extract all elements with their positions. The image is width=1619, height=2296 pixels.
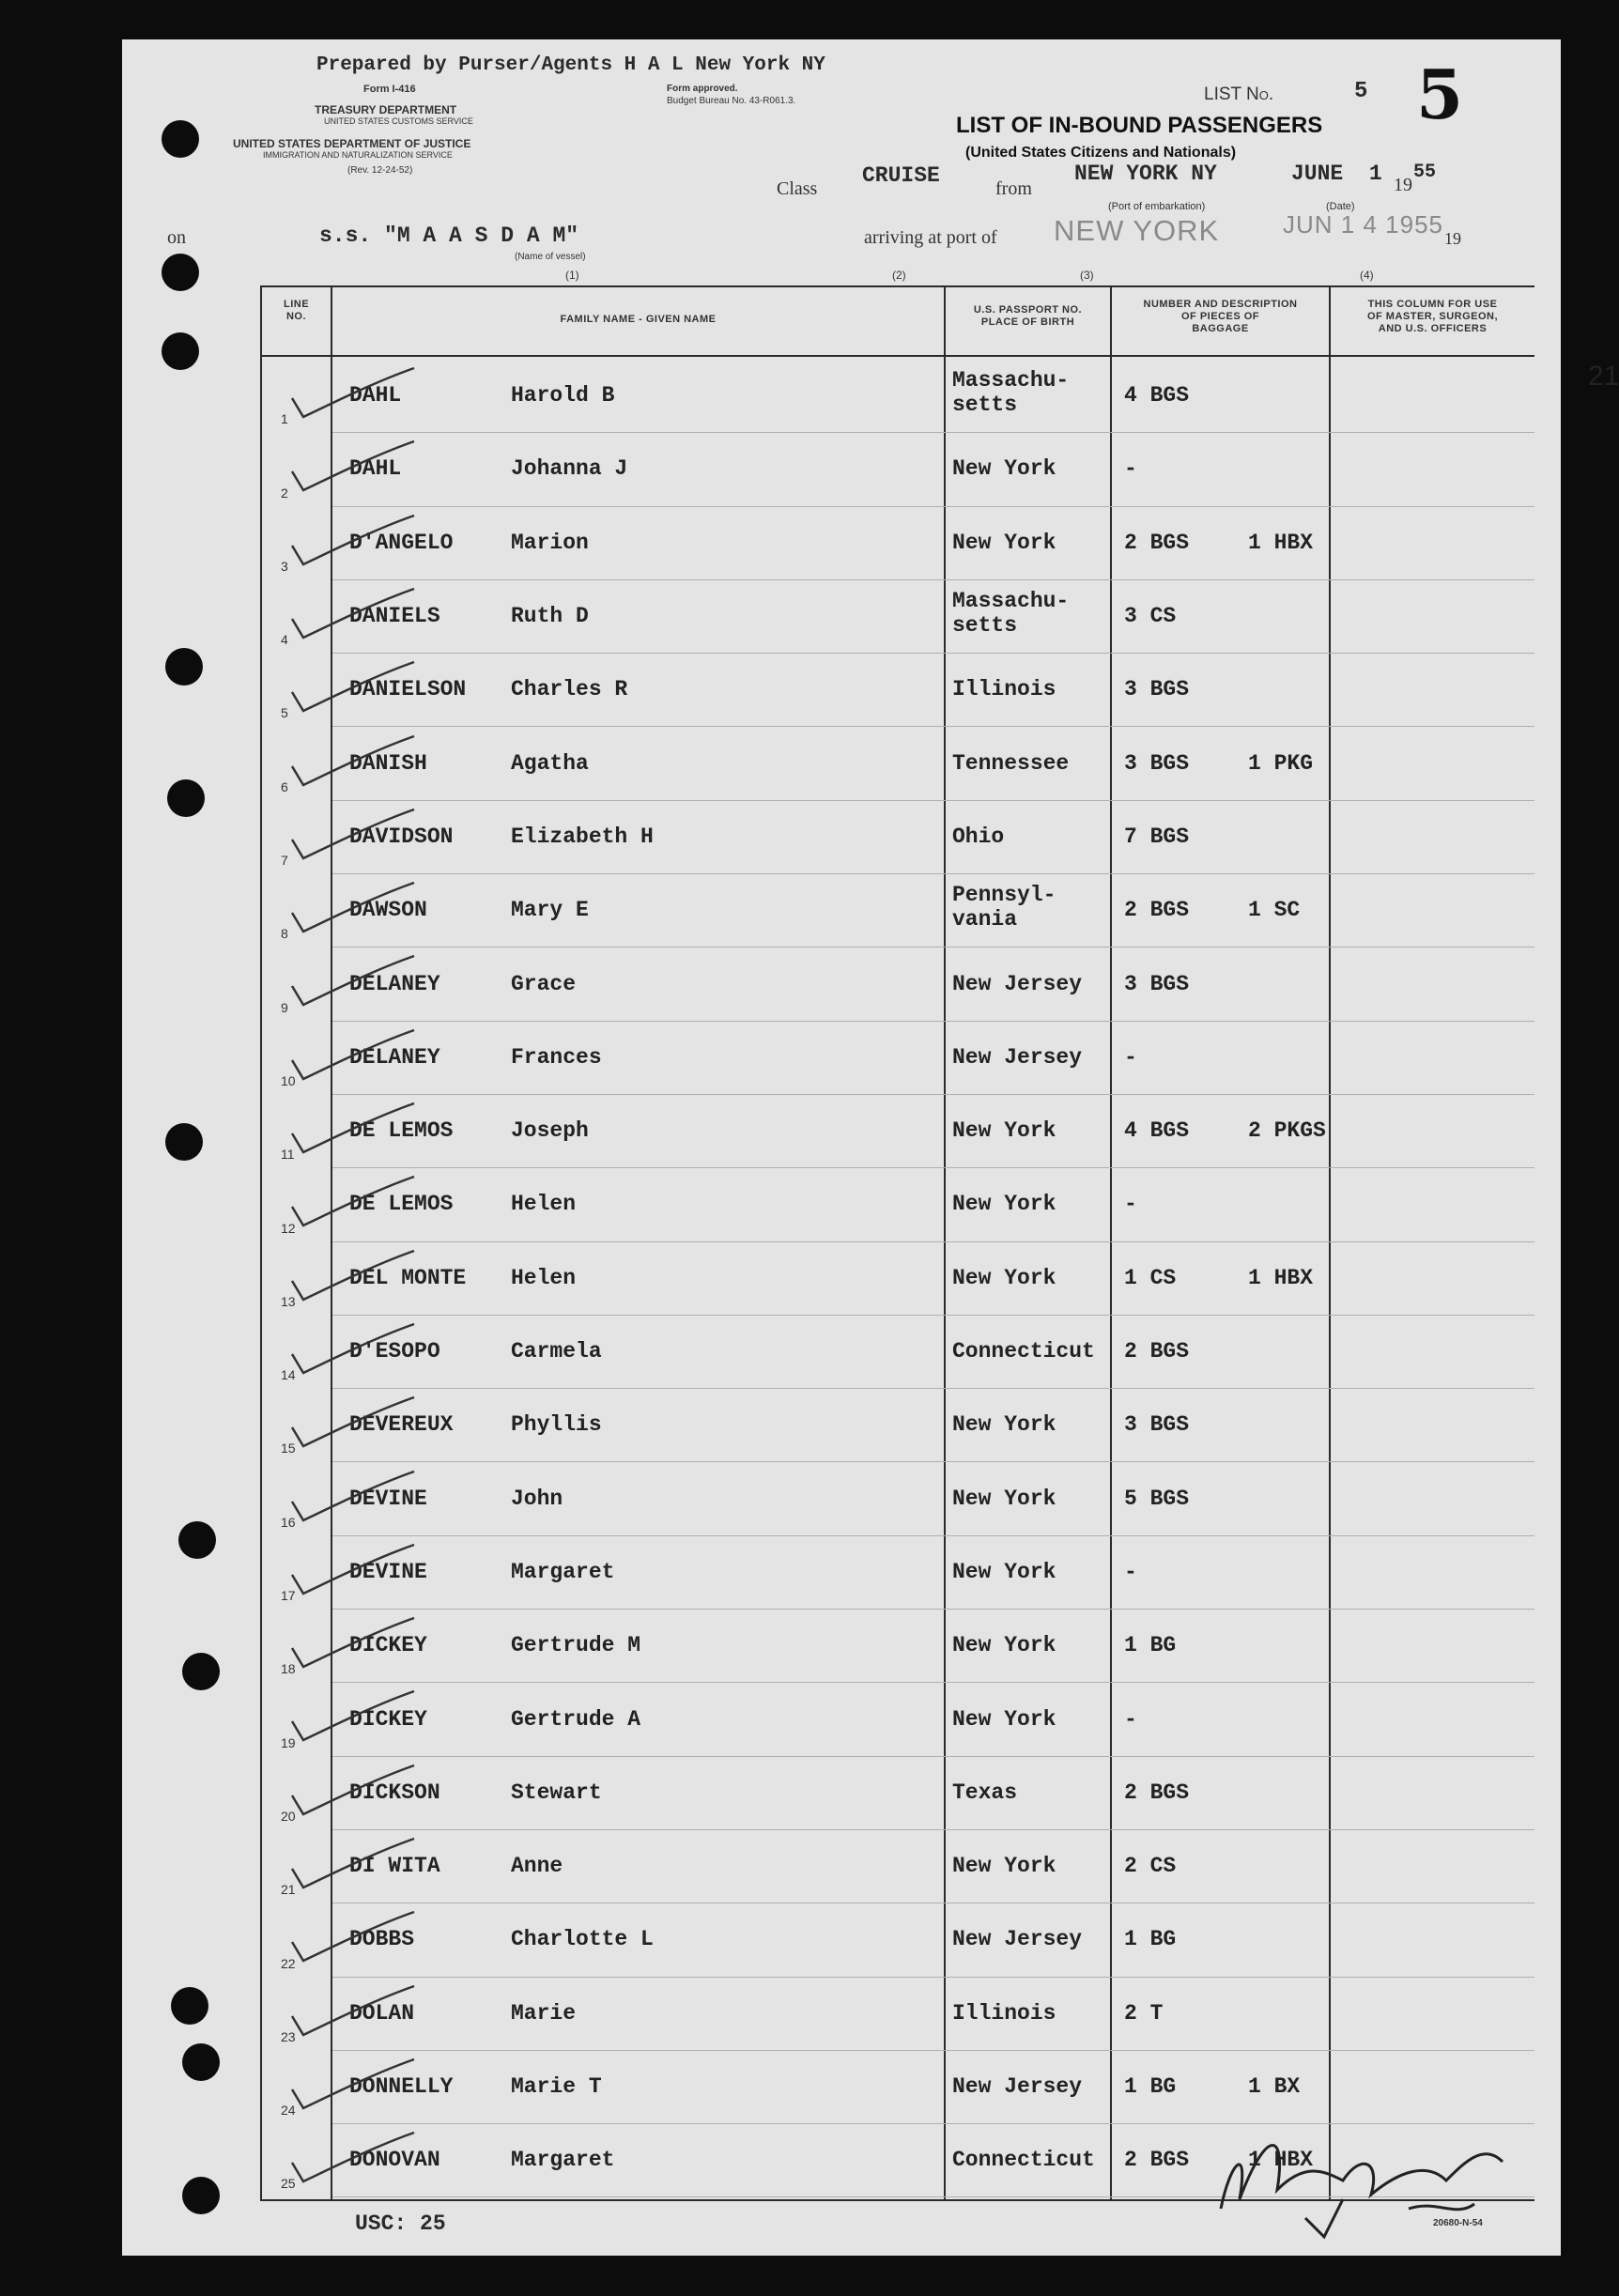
- given-name: Helen: [511, 1265, 577, 1290]
- on-label: on: [167, 227, 186, 248]
- officer-note: 21: [1588, 361, 1619, 392]
- binder-hole: [182, 2177, 220, 2214]
- line-number: 17: [281, 1588, 296, 1604]
- line-number: 3: [281, 558, 288, 574]
- place-of-birth: New York: [952, 1486, 1056, 1511]
- class-value: CRUISE: [862, 163, 940, 188]
- check-mark: [283, 510, 424, 576]
- binder-hole: [182, 2043, 220, 2081]
- baggage-primary: 2 BGS: [1124, 530, 1190, 555]
- baggage-primary: 3 BGS: [1124, 971, 1190, 996]
- binder-hole: [182, 1653, 220, 1690]
- table-row: [262, 1167, 1534, 1240]
- line-number: 16: [281, 1514, 296, 1530]
- col-header-baggage: NUMBER AND DESCRIPTION OF PIECES OF BAGGAGE: [1143, 299, 1298, 334]
- baggage-secondary: 1 HBX: [1248, 1265, 1314, 1290]
- given-name: Charles R: [511, 677, 628, 702]
- check-mark: [283, 1025, 424, 1090]
- given-name: Helen: [511, 1192, 577, 1217]
- revision-label: (Rev. 12-24-52): [347, 165, 413, 176]
- given-name: Marion: [511, 530, 589, 555]
- table-row: [262, 1021, 1534, 1094]
- line-number: 21: [281, 1882, 296, 1898]
- line-number: 23: [281, 2028, 296, 2044]
- check-mark: [283, 1466, 424, 1532]
- binder-hole: [171, 1987, 208, 2025]
- given-name: Agatha: [511, 750, 589, 776]
- vessel-name: s.s. "M A A S D A M": [319, 223, 579, 248]
- form-approved: Form approved.: [667, 84, 738, 94]
- line-number: 10: [281, 1072, 296, 1088]
- check-mark: [283, 1318, 424, 1384]
- check-mark: [283, 731, 424, 796]
- baggage-primary: 2 BGS: [1124, 1780, 1190, 1805]
- baggage-secondary: 1 PKG: [1248, 750, 1314, 776]
- check-mark: [283, 656, 424, 722]
- line-number: 13: [281, 1293, 296, 1309]
- arriving-label: arriving at port of: [864, 227, 997, 248]
- col-num-3: (3): [1080, 269, 1094, 282]
- line-number: 11: [281, 1147, 295, 1163]
- check-mark: [283, 2054, 424, 2119]
- col-num-1: (1): [565, 269, 579, 282]
- given-name: Stewart: [511, 1780, 602, 1805]
- given-name: Elizabeth H: [511, 824, 654, 849]
- list-no-label: LIST No.: [1204, 85, 1274, 104]
- line-number: 5: [281, 705, 288, 721]
- table-row: [262, 873, 1534, 947]
- immigration-label: IMMIGRATION AND NATURALIZATION SERVICE: [263, 150, 453, 160]
- baggage-primary: 1 BG: [1124, 1633, 1177, 1658]
- family-name: D'ANGELO: [349, 530, 454, 555]
- family-name: DAWSON: [349, 898, 427, 923]
- given-name: Grace: [511, 971, 577, 996]
- check-mark: [283, 362, 424, 428]
- given-name: John: [511, 1486, 563, 1511]
- given-name: Anne: [511, 1854, 563, 1879]
- vessel-caption: (Name of vessel): [515, 252, 586, 262]
- document-subtitle: (United States Citizens and Nationals): [965, 145, 1237, 161]
- place-of-birth: Ohio: [952, 824, 1005, 849]
- table-row: [262, 359, 1619, 432]
- table-row: [262, 800, 1534, 873]
- check-mark: [283, 1392, 424, 1457]
- given-name: Carmela: [511, 1339, 602, 1364]
- check-mark: [283, 950, 424, 1016]
- baggage-secondary: 1 HBX: [1248, 2148, 1314, 2173]
- family-name: DELANEY: [349, 1044, 440, 1070]
- table-row: [262, 653, 1534, 726]
- given-name: Harold B: [511, 383, 615, 408]
- place-of-birth: Massachu- setts: [952, 588, 1070, 638]
- baggage-primary: 1 BG: [1124, 2074, 1177, 2100]
- baggage-primary: 7 BGS: [1124, 824, 1190, 849]
- binder-hole: [178, 1521, 216, 1559]
- justice-label: UNITED STATES DEPARTMENT OF JUSTICE: [233, 137, 471, 150]
- check-mark: [283, 2127, 424, 2193]
- check-mark: [283, 1906, 424, 1972]
- family-name: DEL MONTE: [349, 1265, 467, 1290]
- family-name: DOBBS: [349, 1927, 415, 1952]
- family-name: DICKEY: [349, 1633, 427, 1658]
- baggage-primary: 5 BGS: [1124, 1486, 1190, 1511]
- line-number: 25: [281, 2176, 296, 2192]
- from-label: from: [995, 178, 1032, 199]
- place-of-birth: New Jersey: [952, 1927, 1083, 1952]
- baggage-primary: -: [1124, 456, 1137, 482]
- col-header-officers: THIS COLUMN FOR USE OF MASTER, SURGEON, AND U.S. OFFICERS: [1366, 299, 1499, 334]
- baggage-primary: 3 BGS: [1124, 750, 1190, 776]
- year-value: 55: [1413, 162, 1437, 183]
- given-name: Margaret: [511, 2148, 615, 2173]
- document-title: LIST OF IN-BOUND PASSENGERS: [956, 113, 1323, 138]
- customs-label: UNITED STATES CUSTOMS SERVICE: [324, 116, 473, 126]
- baggage-primary: -: [1124, 1559, 1137, 1584]
- check-mark: [283, 436, 424, 501]
- passenger-table: [260, 285, 1619, 2201]
- table-row: [262, 1829, 1534, 1903]
- place-of-birth: New York: [952, 1412, 1056, 1438]
- baggage-primary: 3 BGS: [1124, 677, 1190, 702]
- check-mark: [283, 1245, 424, 1311]
- table-row: [262, 1682, 1534, 1755]
- line-number: 24: [281, 2103, 296, 2119]
- table-row: [262, 1977, 1534, 2050]
- family-name: DAHL: [349, 456, 402, 482]
- arrival-port-stamp: NEW YORK: [1054, 214, 1220, 247]
- arrival-date-stamp: JUN 1 4 1955: [1283, 210, 1443, 239]
- check-mark: [283, 583, 424, 649]
- table-row: [262, 1535, 1534, 1609]
- line-number: 2: [281, 485, 288, 501]
- list-no-value: 5: [1354, 79, 1368, 104]
- place-of-birth: New Jersey: [952, 2074, 1083, 2100]
- given-name: Phyllis: [511, 1412, 602, 1438]
- family-name: DELANEY: [349, 971, 440, 996]
- place-of-birth: Connecticut: [952, 2148, 1095, 2173]
- check-mark: [283, 804, 424, 870]
- table-row: [262, 432, 1534, 505]
- table-row: [262, 1756, 1534, 1829]
- class-label: Class: [777, 178, 818, 199]
- port-embark-caption: (Port of embarkation): [1108, 201, 1206, 212]
- check-mark: [283, 1686, 424, 1751]
- place-of-birth: New York: [952, 1559, 1056, 1584]
- check-mark: [283, 1098, 424, 1163]
- line-number: 18: [281, 1661, 296, 1677]
- given-name: Marie T: [511, 2074, 602, 2100]
- family-name: DANIELSON: [349, 677, 467, 702]
- family-name: D'ESOPO: [349, 1339, 440, 1364]
- line-number: 8: [281, 926, 288, 942]
- col-header-passport: U.S. PASSPORT NO. PLACE OF BIRTH: [973, 304, 1083, 328]
- arrival-year-prefix: 19: [1444, 229, 1461, 248]
- given-name: Ruth D: [511, 604, 589, 629]
- line-number: 19: [281, 1734, 296, 1750]
- place-of-birth: New York: [952, 1854, 1056, 1879]
- table-row: [262, 506, 1534, 579]
- line-number: 4: [281, 632, 288, 648]
- place-of-birth: New York: [952, 456, 1056, 482]
- table-row: [262, 727, 1534, 800]
- check-mark: [283, 877, 424, 943]
- family-name: DI WITA: [349, 1854, 440, 1879]
- check-mark: [283, 1833, 424, 1899]
- place-of-birth: Texas: [952, 1780, 1018, 1805]
- place-of-birth: New York: [952, 1118, 1056, 1144]
- table-row: [262, 947, 1534, 1020]
- table-row: [262, 1609, 1534, 1682]
- check-mark: [283, 1171, 424, 1237]
- check-mark: [283, 1980, 424, 2046]
- line-number: 12: [281, 1220, 296, 1236]
- family-name: DICKSON: [349, 1780, 440, 1805]
- date-caption: (Date): [1326, 201, 1355, 212]
- place-of-birth: New York: [952, 1706, 1056, 1732]
- year-prefix: 19: [1394, 175, 1412, 195]
- table-row: [262, 1388, 1534, 1461]
- baggage-secondary: 2 PKGS: [1248, 1118, 1326, 1144]
- place-of-birth: Connecticut: [952, 1339, 1095, 1364]
- baggage-secondary: 1 SC: [1248, 898, 1301, 923]
- baggage-primary: 2 BGS: [1124, 2148, 1190, 2173]
- family-name: DICKEY: [349, 1706, 427, 1732]
- family-name: DANISH: [349, 750, 427, 776]
- binder-hole: [162, 332, 199, 370]
- baggage-primary: 4 BGS: [1124, 1118, 1190, 1144]
- baggage-primary: 2 CS: [1124, 1854, 1177, 1879]
- baggage-primary: -: [1124, 1706, 1137, 1732]
- col-num-4: (4): [1360, 269, 1374, 282]
- given-name: Frances: [511, 1044, 602, 1070]
- table-row: [262, 1903, 1534, 1976]
- budget-bureau: Budget Bureau No. 43-R061.3.: [667, 96, 796, 106]
- given-name: Gertrude M: [511, 1633, 641, 1658]
- place-of-birth: Illinois: [952, 677, 1056, 702]
- line-number: 15: [281, 1441, 296, 1456]
- from-value: NEW YORK NY: [1074, 162, 1217, 186]
- check-mark: [283, 1539, 424, 1605]
- check-mark: [283, 1612, 424, 1678]
- treasury-label: TREASURY DEPARTMENT: [315, 103, 457, 116]
- check-mark: [283, 1760, 424, 1826]
- line-number: 22: [281, 1955, 296, 1971]
- family-name: DEVINE: [349, 1559, 427, 1584]
- given-name: Mary E: [511, 898, 589, 923]
- baggage-primary: 1 BG: [1124, 1927, 1177, 1952]
- list-no-large: 5: [1416, 54, 1464, 134]
- table-row: [262, 579, 1534, 653]
- prepared-by: Prepared by Purser/Agents H A L New York NY: [316, 54, 825, 76]
- given-name: Margaret: [511, 1559, 615, 1584]
- baggage-primary: 2 T: [1124, 2000, 1164, 2026]
- line-number: 1: [281, 411, 288, 427]
- line-number: 20: [281, 1808, 296, 1824]
- given-name: Joseph: [511, 1118, 589, 1144]
- place-of-birth: Illinois: [952, 2000, 1056, 2026]
- family-name: DONOVAN: [349, 2148, 440, 2173]
- signature: [1193, 2105, 1540, 2246]
- place-of-birth: New Jersey: [952, 971, 1083, 996]
- binder-hole: [162, 120, 199, 158]
- family-name: DONNELLY: [349, 2074, 454, 2100]
- baggage-secondary: 1 HBX: [1248, 530, 1314, 555]
- given-name: Charlotte L: [511, 1927, 654, 1952]
- table-row: [262, 1315, 1534, 1388]
- given-name: Johanna J: [511, 456, 628, 482]
- baggage-primary: -: [1124, 1044, 1137, 1070]
- binder-hole: [165, 1123, 203, 1161]
- family-name: DAHL: [349, 383, 402, 408]
- baggage-primary: 2 BGS: [1124, 898, 1190, 923]
- family-name: DAVIDSON: [349, 824, 454, 849]
- place-of-birth: Tennessee: [952, 750, 1070, 776]
- line-number: 14: [281, 1367, 296, 1383]
- place-of-birth: Massachu- setts: [952, 368, 1070, 417]
- binder-hole: [165, 648, 203, 686]
- binder-hole: [162, 254, 199, 291]
- form-footer: 20680-N-54: [1433, 2218, 1483, 2228]
- baggage-primary: 1 CS: [1124, 1265, 1177, 1290]
- family-name: DE LEMOS: [349, 1118, 454, 1144]
- baggage-primary: 4 BGS: [1124, 383, 1190, 408]
- usc-count: USC: 25: [355, 2211, 446, 2236]
- line-number: 9: [281, 999, 288, 1015]
- baggage-primary: 3 CS: [1124, 604, 1177, 629]
- col-num-2: (2): [892, 269, 906, 282]
- family-name: DEVINE: [349, 1486, 427, 1511]
- place-of-birth: New York: [952, 1633, 1056, 1658]
- baggage-primary: 2 BGS: [1124, 1339, 1190, 1364]
- given-name: Gertrude A: [511, 1706, 641, 1732]
- binder-hole: [167, 779, 205, 817]
- table-row: [262, 1462, 1534, 1535]
- date-value: JUNE 1: [1291, 162, 1382, 186]
- family-name: DOLAN: [349, 2000, 415, 2026]
- table-row: [262, 1094, 1534, 1167]
- place-of-birth: New York: [952, 1192, 1056, 1217]
- baggage-primary: -: [1124, 1192, 1137, 1217]
- baggage-secondary: 1 BX: [1248, 2074, 1301, 2100]
- family-name: DE LEMOS: [349, 1192, 454, 1217]
- col-header-line-no: LINE NO.: [283, 299, 310, 322]
- line-number: 7: [281, 853, 288, 869]
- place-of-birth: New Jersey: [952, 1044, 1083, 1070]
- family-name: DANIELS: [349, 604, 440, 629]
- baggage-primary: 3 BGS: [1124, 1412, 1190, 1438]
- manifest-page: [122, 39, 1619, 2256]
- place-of-birth: New York: [952, 530, 1056, 555]
- table-row: [262, 1241, 1534, 1315]
- family-name: DEVEREUX: [349, 1412, 454, 1438]
- col-header-name: FAMILY NAME - GIVEN NAME: [560, 314, 717, 325]
- place-of-birth: Pennsyl- vania: [952, 883, 1056, 932]
- given-name: Marie: [511, 2000, 577, 2026]
- place-of-birth: New York: [952, 1265, 1056, 1290]
- line-number: 6: [281, 778, 288, 794]
- form-number: Form I-416: [363, 84, 416, 95]
